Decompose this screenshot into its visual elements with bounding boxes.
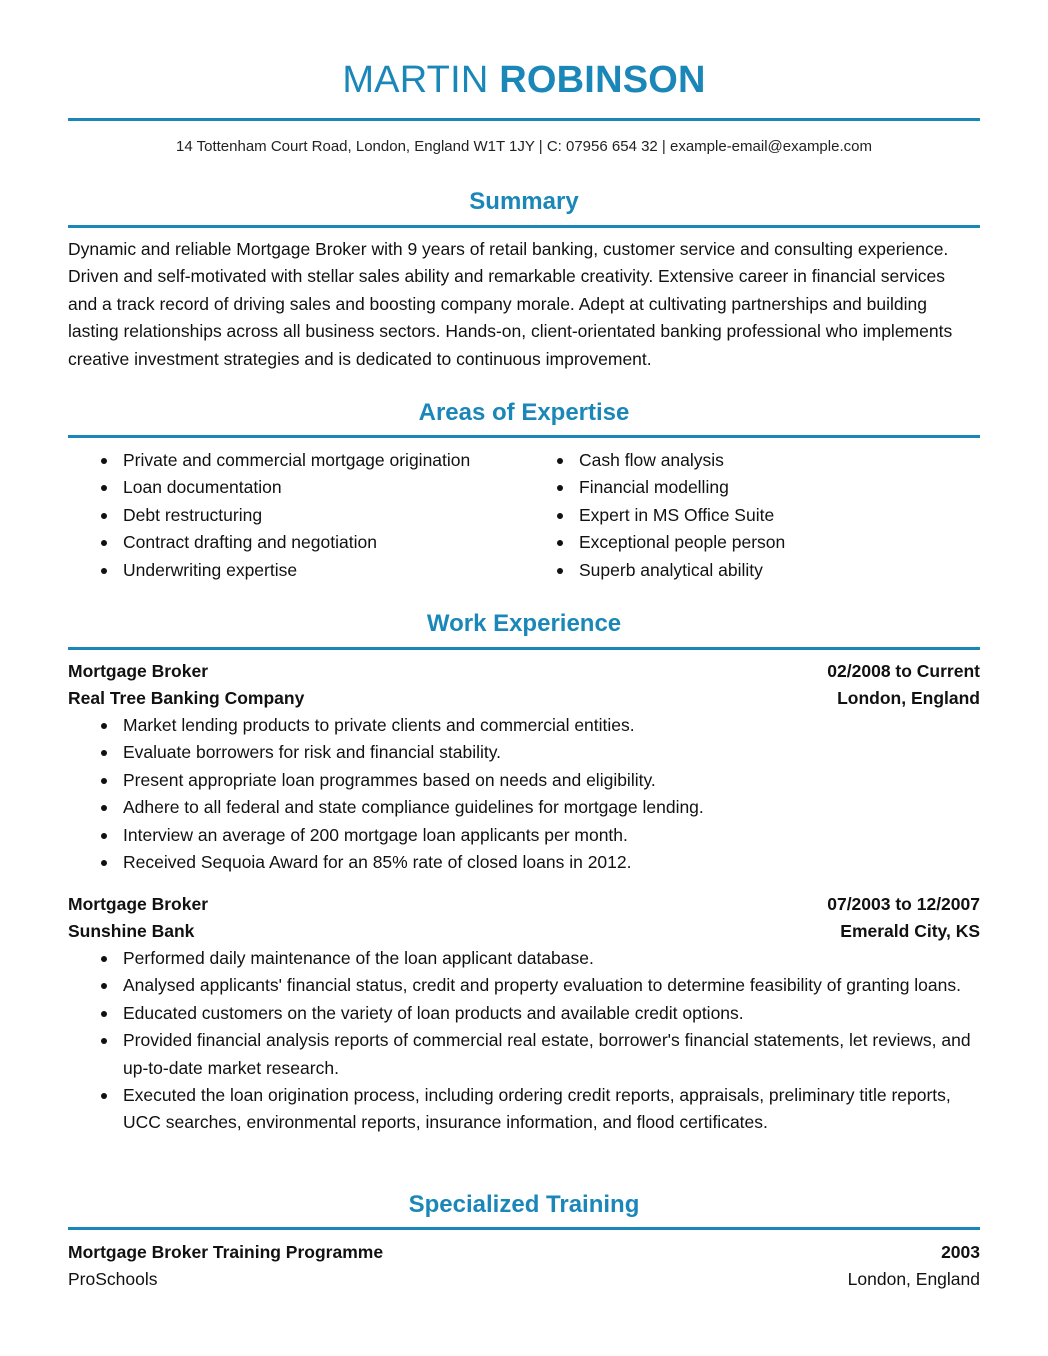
training-heading: Specialized Training bbox=[408, 1191, 640, 1218]
training-header bbox=[68, 1239, 980, 1266]
summary-text: Dynamic and reliable Mortgage Broker with 9 years of retail banking, customer service and consulting experience. Driven and self-motivated with stellar sales ability and remarkable creativity. Extensive career in financial services and a track record of driving sales and boosting company morale. Adept at cultivating partnerships and building lasting relationships across all business sectors. Hands-on, client-orientated banking professional who implements creative investment strategies and is dedicated to continuous improvement. bbox=[68, 239, 953, 369]
job-1-company-row bbox=[68, 685, 980, 712]
job-location: Emerald City, KS bbox=[840, 921, 980, 941]
summary-heading: Summary bbox=[469, 188, 579, 215]
job-bullet: Present appropriate loan programmes based on needs and eligibility. bbox=[68, 767, 980, 794]
summary-divider bbox=[68, 225, 980, 228]
expertise-divider bbox=[68, 435, 980, 438]
job-company: Sunshine Bank bbox=[68, 921, 195, 941]
header-divider bbox=[68, 118, 980, 121]
contact-info: 14 Tottenham Court Road, London, England W1T 1JY | C: 07956 654 32 | example-email@example.com bbox=[176, 138, 872, 155]
job-bullet: Market lending products to private clients and commercial entities. bbox=[68, 712, 980, 739]
expertise-list-right bbox=[524, 447, 980, 584]
expertise-item: Expert in MS Office Suite bbox=[524, 502, 980, 529]
job-role: Mortgage Broker bbox=[68, 894, 209, 914]
expertise-item: Loan documentation bbox=[68, 474, 518, 501]
job-bullet: Provided financial analysis reports of commercial real estate, borrower's financial statements, let reviews, and up-to-date market research. bbox=[68, 1027, 973, 1082]
first-name: MARTIN bbox=[342, 59, 489, 101]
job-dates: 02/2008 to Current bbox=[827, 661, 980, 681]
job-role: Mortgage Broker bbox=[68, 661, 209, 681]
job-1-header bbox=[68, 658, 980, 685]
job-bullet: Received Sequoia Award for an 85% rate of closed loans in 2012. bbox=[68, 849, 980, 876]
last-name: ROBINSON bbox=[499, 59, 706, 101]
expertise-item: Private and commercial mortgage origination bbox=[68, 447, 518, 474]
experience-heading: Work Experience bbox=[426, 610, 622, 637]
training-year: 2003 bbox=[941, 1242, 980, 1262]
job-dates: 07/2003 to 12/2007 bbox=[827, 894, 980, 914]
job-bullet: Evaluate borrowers for risk and financial stability. bbox=[68, 739, 980, 766]
job-location: London, England bbox=[837, 688, 980, 708]
job-bullet: Performed daily maintenance of the loan applicant database. bbox=[68, 945, 973, 972]
training-location: London, England bbox=[847, 1269, 980, 1289]
training-school: ProSchools bbox=[68, 1269, 158, 1289]
expertise-heading: Areas of Expertise bbox=[418, 399, 630, 426]
job-bullet: Educated customers on the variety of loan products and available credit options. bbox=[68, 1000, 973, 1027]
job-2-header bbox=[68, 891, 980, 918]
expertise-item: Cash flow analysis bbox=[524, 447, 980, 474]
expertise-list-left bbox=[68, 447, 518, 584]
expertise-item: Debt restructuring bbox=[68, 502, 518, 529]
job-1-bullets bbox=[68, 712, 980, 876]
training-program: Mortgage Broker Training Programme bbox=[68, 1242, 384, 1262]
expertise-item: Exceptional people person bbox=[524, 529, 980, 556]
job-company: Real Tree Banking Company bbox=[68, 688, 305, 708]
expertise-item: Underwriting expertise bbox=[68, 557, 518, 584]
job-2-bullets bbox=[68, 945, 973, 1137]
job-bullet: Interview an average of 200 mortgage loan applicants per month. bbox=[68, 822, 980, 849]
job-bullet: Analysed applicants' financial status, credit and property evaluation to determine feasibility of granting loans. bbox=[68, 972, 973, 999]
job-bullet: Adhere to all federal and state compliance guidelines for mortgage lending. bbox=[68, 794, 980, 821]
training-school-row bbox=[68, 1266, 980, 1293]
job-2-company-row bbox=[68, 918, 980, 945]
training-divider bbox=[68, 1227, 980, 1230]
expertise-item: Financial modelling bbox=[524, 474, 980, 501]
candidate-name bbox=[68, 58, 980, 102]
job-bullet: Executed the loan origination process, including ordering credit reports, appraisals, preliminary title reports, UCC searches, environmental reports, insurance information, and flood certificates. bbox=[68, 1082, 973, 1137]
expertise-item: Superb analytical ability bbox=[524, 557, 980, 584]
expertise-item: Contract drafting and negotiation bbox=[68, 529, 518, 556]
experience-divider bbox=[68, 647, 980, 650]
